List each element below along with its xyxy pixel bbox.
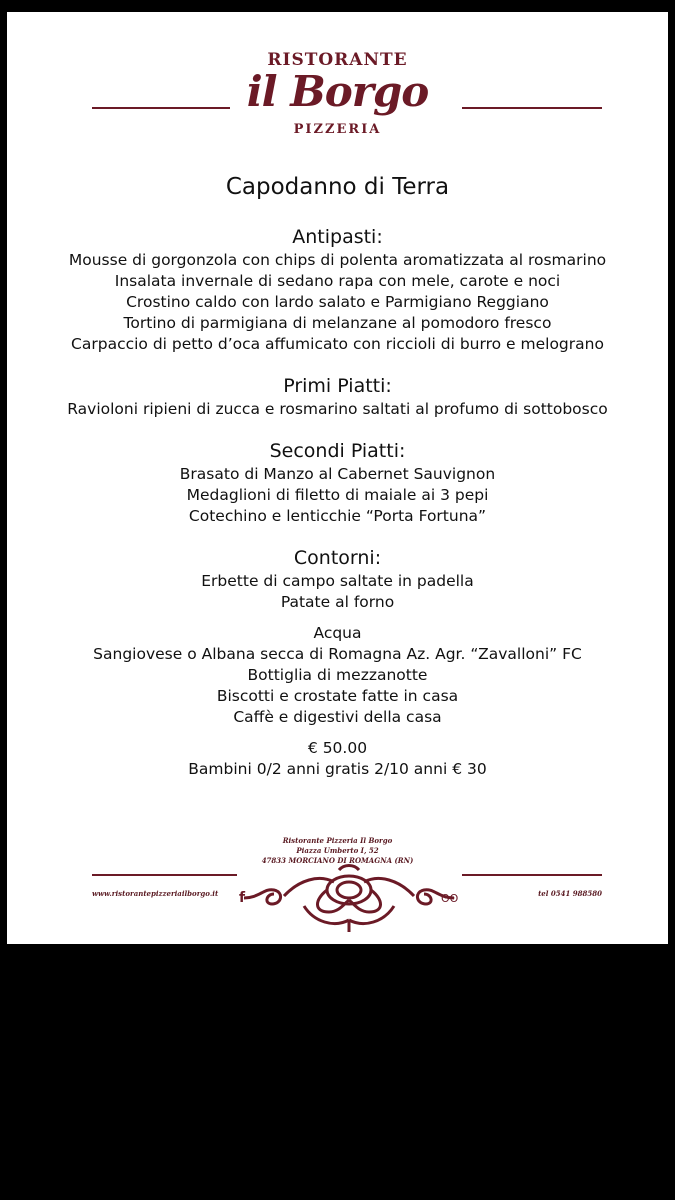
drink-item: Caffè e digestivi della casa — [233, 708, 442, 726]
drink-item: Sangiovese o Albana secca di Romagna Az. Agr. “Zavalloni” FC — [93, 645, 582, 663]
drink-item: Bottiglia di mezzanotte — [247, 666, 428, 684]
drink-item: Acqua — [313, 624, 362, 642]
section-heading: Primi Piatti: — [283, 375, 392, 397]
website-link[interactable]: www.ristorantepizzeriailborgo.it — [92, 889, 219, 898]
menu-item: Crostino caldo con lardo salato e Parmigiano Reggiano — [126, 293, 549, 311]
footer-restaurant-name: Ristorante Pizzeria Il Borgo — [282, 836, 393, 845]
children-price: Bambini 0/2 anni gratis 2/10 anni € 30 — [188, 760, 487, 778]
section-heading: Antipasti: — [292, 226, 383, 248]
drink-item: Biscotti e crostate fatte in casa — [216, 687, 459, 705]
section-secondi — [7, 438, 668, 527]
menu-item: Ravioloni ripieni di zucca e rosmarino saltati al profumo di sottobosco — [67, 400, 608, 418]
spacer — [7, 527, 668, 545]
menu-item: Patate al forno — [280, 593, 395, 611]
menu-item: Erbette di campo saltate in padella — [201, 572, 474, 590]
section-antipasti — [7, 224, 668, 355]
menu-item: Cotechino e lenticchie “Porta Fortuna” — [188, 507, 487, 525]
footer — [7, 832, 668, 942]
restaurant-logo — [7, 12, 668, 152]
drinks-list — [7, 623, 668, 728]
menu-item: Carpaccio di petto d’oca affumicato con riccioli di burro e melograno — [71, 335, 604, 353]
ornament-flourish-icon — [244, 860, 454, 935]
menu-title: Capodanno di Terra — [225, 174, 450, 200]
footer-city: 47833 MORCIANO DI ROMAGNA (RN) — [261, 856, 414, 865]
menu-item: Medaglioni di filetto di maiale ai 3 pepi — [186, 486, 489, 504]
menu-content — [7, 172, 668, 780]
footer-divider-right — [462, 874, 602, 876]
tripadvisor-icon[interactable]: ʘʘ — [441, 892, 459, 905]
menu-item: Insalata invernale di sedano rapa con mele, carote e noci — [114, 272, 561, 290]
spacer — [7, 420, 668, 438]
section-primi — [7, 373, 668, 420]
spacer — [7, 355, 668, 373]
menu-price: € 50.00 — [307, 739, 368, 757]
menu-sheet — [7, 12, 668, 944]
section-heading: Secondi Piatti: — [269, 440, 406, 462]
spacer — [7, 613, 668, 623]
menu-item: Brasato di Manzo al Cabernet Sauvignon — [179, 465, 496, 483]
section-contorni — [7, 545, 668, 613]
footer-address: Piazza Umberto I, 52 — [296, 846, 379, 855]
menu-item: Tortino di parmigiana di melanzane al pomodoro fresco — [123, 314, 552, 332]
phone-number: tel 0541 988580 — [538, 889, 602, 898]
facebook-icon[interactable]: f — [239, 890, 246, 906]
spacer — [7, 728, 668, 738]
section-heading: Contorni: — [293, 547, 382, 569]
logo-main-text: il Borgo — [246, 67, 429, 116]
logo-bottom-text: PIZZERIA — [293, 122, 382, 137]
logo-top-text: RISTORANTE — [267, 50, 408, 70]
footer-divider-left — [92, 874, 237, 876]
menu-item: Mousse di gorgonzola con chips di polenta aromatizzata al rosmarino — [68, 251, 607, 269]
